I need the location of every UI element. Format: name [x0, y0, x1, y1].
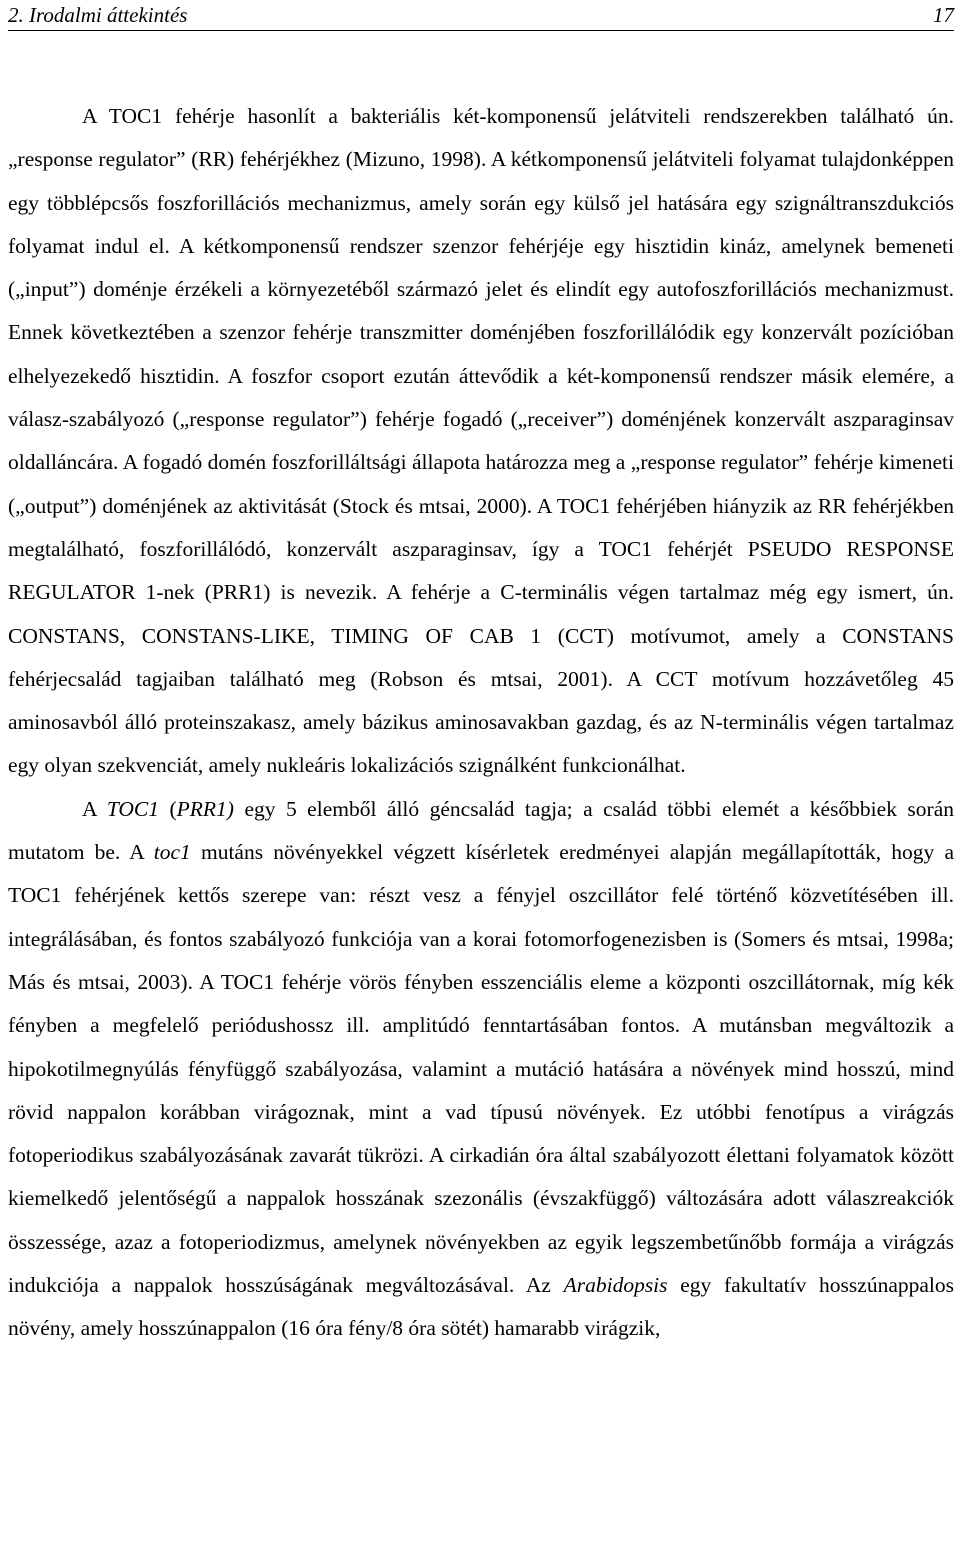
paragraph-text: A: [82, 796, 107, 821]
page-number: 17: [933, 3, 954, 27]
body-text: [8, 95, 954, 1351]
paragraph-text: egy 5 elemből álló géncsalád tagja; a család többi elemét a későbbiek során mutatom be. A: [8, 796, 954, 865]
paragraph-text: A TOC1 fehérje hasonlít a bakteriális két-komponensű jelátviteli rendszerekben található ún. „response regulator” (RR) fehérjékhez (Mizuno, 1998). A kétkomponensű jelátviteli folyamat tulajdonképpen egy többlépcsős foszforillációs mechanizmus, amely során egy külső jel hatására egy szignáltranszdukciós folyamat indul el. A kétkomponensű rendszer szenzor fehérjéje egy hisztidin kináz, amelynek bemeneti („input”) doménje érzékeli a környezetéből származó jelet és elindít egy autofoszforillációs mechanizmust. Ennek következtében a szenzor fehérje transzmitter doménjében foszforillálódik egy konzervált pozícióban elhelyezekedő hisztidin. A foszfor csoport ezután áttevődik a két-komponensű rendszer másik elemére, a válasz-szabályozó („response regulator”) fehérje fogadó („receiver”) doménjének konzervált aszparaginsav oldalláncára. A fogadó domén foszforilláltsági állapota határozza meg a „response regulator” fehérje kimeneti („output”) doménjének az aktivitását (Stock és mtsai, 2000). A TOC1 fehérjében hiányzik az RR fehérjékben megtalálható, foszforillálódó, konzervált aszparaginsav, így a TOC1 fehérjét PSEUDO RESPONSE REGULATOR 1-nek (PRR1) is nevezik. A fehérje a C-terminális végen tartalmaz még egy ismert, ún. CONSTANS, CONSTANS-LIKE, TIMING OF CAB 1 (CCT) motívumot, amely a CONSTANS fehérjecsalád tagjaiban található meg (Robson és mtsai, 2001). A CCT motívum hozzávetőleg 45 aminosavból álló proteinszakasz, amely bázikus aminosavakban gazdag, és az N-terminális végen tartalmaz egy olyan szekvenciát, amely nukleáris lokalizációs szignálként funkcionálhat.: [8, 104, 954, 778]
paragraph-toc1-protein: [8, 95, 954, 788]
document-page: [8, 0, 954, 1563]
paragraph-text: (: [159, 796, 177, 821]
chapter-title: 2. Irodalmi áttekintés: [8, 3, 188, 27]
paragraph-toc1-gene-family: [8, 788, 954, 1351]
gene-name-italic: TOC1: [106, 796, 160, 821]
species-name-italic: Arabidopsis: [563, 1273, 668, 1298]
paragraph-text: egy fakultatív hosszúnappalos növény, amely hosszúnappalon (16 óra fény/8 óra sötét) hamarabb virágzik,: [8, 1273, 955, 1341]
gene-name-italic: PRR1): [176, 796, 234, 821]
mutant-name-italic: toc1: [153, 840, 191, 865]
paragraph-text: mutáns növényekkel végzett kísérletek eredményei alapján megállapították, hogy a TOC1 fehérjének kettős szerepe van: részt vesz a fényjel oszcillátor felé történő közvetítésében ill. integrálásában, és fontos szabályozó funkciója van a korai fotomorfogenezisben is (Somers és mtsai, 1998a; Más és mtsai, 2003). A TOC1 fehérje vörös fényben esszenciális eleme a központi oszcillátornak, míg kék fényben a megfelelő periódushossz ill. amplitúdó fenntartásában fontos. A mutánsban megváltozik a hipokotilmegnyúlás fényfüggő szabályozása, valamint a mutáció hatására a növények mind hosszú, mind rövid nappalon korábban virágoznak, mint a vad típusú növények. Ez utóbbi fenotípus a virágzás fotoperiodikus szabályozásának zavarát tükrözi. A cirkadián óra által szabályozott élettani folyamatok között kiemelkedő jelentőségű a nappalok hosszának szezonális (évszakfüggő) változására adott válaszreakciók összessége, azaz a fotoperiodizmus, amelynek növényekben az egyik legszembetűnőbb formája a virágzás indukciója a nappalok hosszúságának megváltozásával. Az: [8, 840, 954, 1298]
running-header: [8, 2, 954, 31]
